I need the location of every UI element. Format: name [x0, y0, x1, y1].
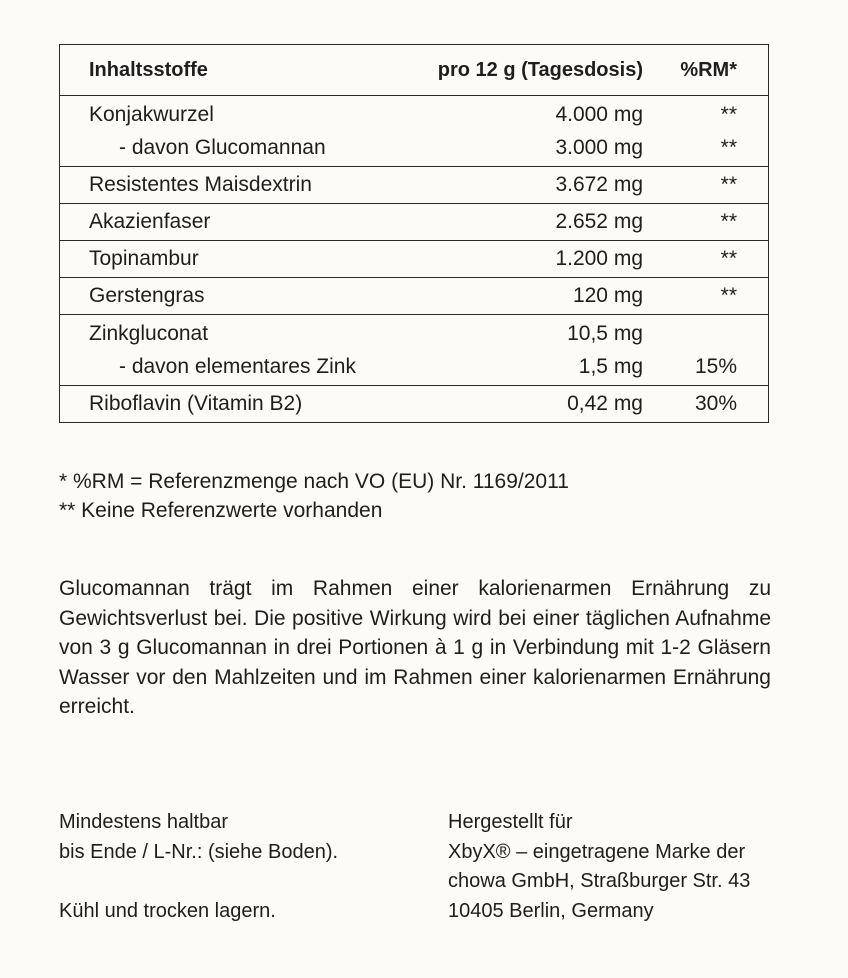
- manufacturer-line-2: XbyX® – eingetragene Marke der: [448, 840, 746, 863]
- best-before-line-1: Mindestens haltbar: [59, 811, 228, 833]
- ingredient-rm: **: [720, 102, 737, 126]
- ingredient-amount: 4.000 mg: [555, 102, 643, 126]
- ingredient-amount: 1,5 mg: [578, 354, 643, 378]
- ingredient-name: Akazienfaser: [89, 210, 211, 233]
- table-row: [60, 241, 768, 278]
- ingredient-rm: **: [720, 284, 737, 307]
- table-row: [60, 204, 768, 241]
- ingredient-amount: 3.672 mg: [555, 173, 643, 196]
- table-row: [60, 386, 768, 422]
- ingredient-amount: 120 mg: [572, 284, 643, 307]
- ingredient-rm: **: [720, 247, 737, 270]
- table-header-row: [60, 45, 768, 96]
- ingredient-amount: 3.000 mg: [555, 135, 643, 159]
- table-row: [60, 315, 768, 386]
- reference-amount-footnote: * %RM = Referenzmenge nach VO (EU) Nr. 1169/2011: [59, 470, 569, 493]
- ingredient-name: Riboflavin (Vitamin B2): [89, 392, 303, 415]
- best-before-line-2: bis Ende / L-Nr.: (siehe Boden).: [59, 840, 339, 863]
- ingredient-rm: 15%: [694, 354, 737, 378]
- ingredient-amount: 10,5 mg: [567, 321, 643, 345]
- table-row: [60, 278, 768, 315]
- manufacturer-line-3: chowa GmbH, Straßburger Str. 43: [448, 870, 751, 892]
- ingredient-name: - davon Glucomannan: [119, 135, 326, 159]
- ingredient-amount: 2.652 mg: [555, 210, 643, 233]
- ingredient-rm: **: [720, 210, 737, 233]
- ingredient-name: Konjakwurzel: [89, 102, 214, 126]
- ingredient-rm: **: [720, 173, 737, 196]
- ingredient-name: Zinkgluconat: [89, 321, 209, 345]
- storage-info: [59, 808, 338, 926]
- manufacturer-line-1: Hergestellt für: [448, 811, 573, 833]
- ingredient-name: - davon elementares Zink: [119, 354, 356, 378]
- footnotes: [59, 467, 569, 525]
- no-reference-footnote: ** Keine Referenzwerte vorhanden: [59, 499, 383, 522]
- ingredient-name: Resistentes Maisdextrin: [89, 173, 312, 196]
- table-row: [60, 96, 768, 167]
- table-row: [60, 167, 768, 204]
- manufacturer-info: [448, 808, 750, 926]
- ingredient-name: Gerstengras: [89, 284, 205, 307]
- ingredient-rm: 30%: [694, 392, 737, 415]
- manufacturer-line-4: 10405 Berlin, Germany: [448, 899, 654, 922]
- header-reference-amount: %RM*: [680, 58, 737, 81]
- header-ingredients: Inhaltsstoffe: [89, 58, 208, 81]
- ingredient-amount: 0,42 mg: [567, 392, 643, 415]
- ingredient-amount: 1.200 mg: [555, 247, 643, 270]
- storage-note: Kühl und trocken lagern.: [59, 899, 276, 922]
- health-claim-paragraph: Glucomannan trägt im Rahmen einer kalorienarmen Ernährung zu Gewichtsverlust bei. Die positive Wirkung wird bei einer täglichen Aufnahme von 3 g Glucomannan in drei Portionen à 1 g in Verbindung mit 1-2 Gläsern Wasser vor den Mahlzeiten und im Rahmen einer kalorienarmen Ernährung erreicht.: [59, 577, 771, 718]
- nutrition-table: [59, 44, 769, 423]
- ingredient-rm: **: [720, 135, 737, 159]
- header-amount: pro 12 g (Tagesdosis): [437, 58, 643, 81]
- spacer: [59, 867, 338, 897]
- ingredient-name: Topinambur: [89, 247, 199, 270]
